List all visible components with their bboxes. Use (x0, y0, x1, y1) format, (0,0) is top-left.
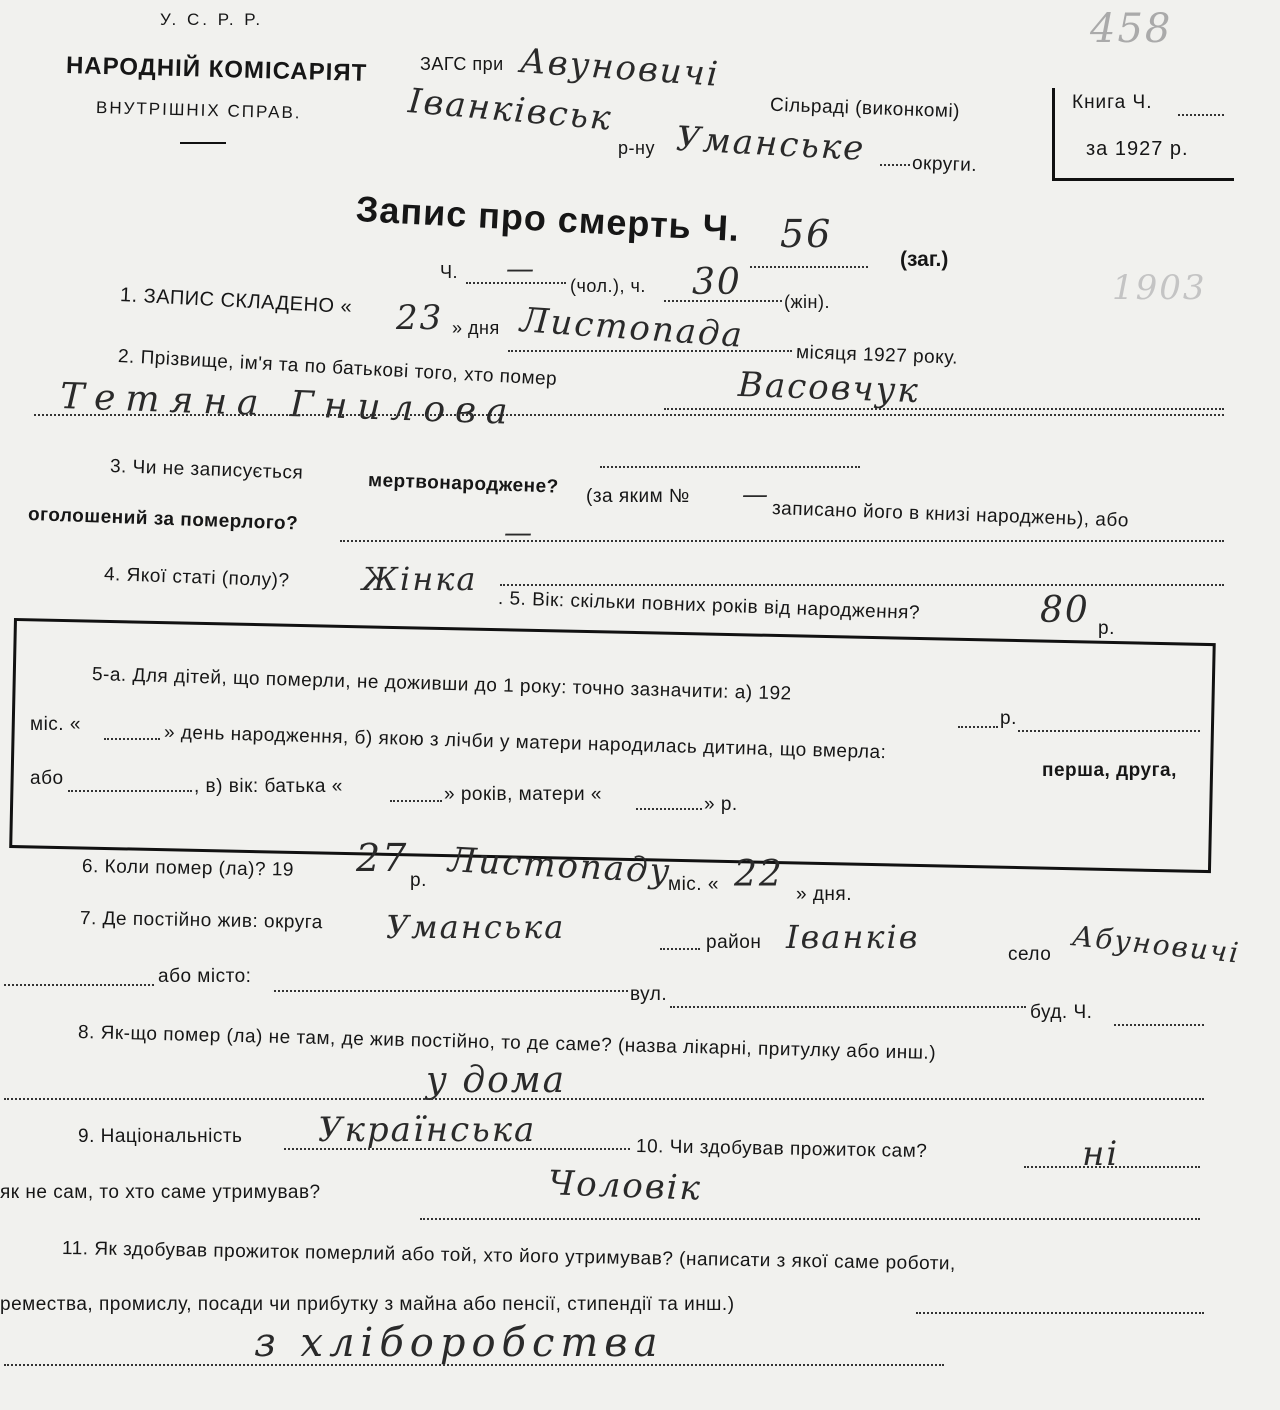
item11-label: 11. Як здобував прожиток померлий або той, хто його утримував? (написати з якої саме роботи, (61, 1238, 956, 1275)
record-number: 56 (780, 212, 833, 256)
header-republic: У. С. Р. Р. (160, 10, 264, 29)
item8-dots (4, 1098, 1204, 1100)
item1-month: Листопада (518, 300, 746, 356)
item2-dots-b (34, 414, 1224, 416)
item5a-line2-bold: перша, друга, (1042, 760, 1177, 781)
item7-misto-label: або місто: (158, 966, 252, 987)
okruha-dots (880, 164, 910, 166)
record-title-suffix: (заг.) (900, 248, 949, 271)
header-commissariat: НАРОДНІЙ КОМІСАРІЯТ (65, 52, 368, 87)
item10-label: 10. Чи здобував прожиток сам? (635, 1136, 928, 1163)
item10-b-dots (420, 1218, 1200, 1220)
item6-mis: міс. « (668, 874, 719, 895)
item11-occupation: з хліборобства (254, 1320, 664, 1366)
item2-surname: Васовчук (737, 364, 921, 412)
zags-okruha-name: Уманське (675, 119, 867, 169)
item9-nationality: Українська (318, 1110, 537, 1150)
item11-dots-a (916, 1312, 1204, 1314)
book-box-bottom (1052, 178, 1234, 181)
item7-okruha: Уманська (386, 908, 566, 946)
item5a-line2b: » день народження, б) якою з лічби у матери народилась дитина, що вмерла: (163, 722, 887, 764)
sub-ch-label: Ч. (440, 262, 458, 282)
item7-selo: Абуновичі (1070, 919, 1242, 970)
item3-rest2: записано його в книзі народжень), або (771, 498, 1130, 532)
item7-label: 7. Де постійно жив: округа (79, 908, 324, 934)
item5a-line1-dots (1018, 730, 1200, 732)
item3-bold: мертвонароджене? (367, 470, 560, 498)
item5-label: . 5. Вік: скільки повних років від народження? (497, 588, 921, 624)
item7-vul-dots (670, 1006, 1026, 1008)
item5-suffix: р. (1098, 618, 1115, 639)
female-count: 30 (692, 262, 742, 303)
item7-rayon: Іванків (786, 918, 920, 956)
zags-village: Авуновичі (518, 41, 721, 95)
item2-dots-a (664, 408, 1224, 410)
item6-month: Листопаду (447, 840, 673, 892)
item7-okruha-dots (660, 948, 700, 950)
item7-rayon-label: район (706, 932, 762, 953)
item5a-month-dots (104, 738, 160, 740)
item8-label: 8. Як-що помер (ла) не там, де жив постійно, то де саме? (назва лікарні, притулку або инш.) (77, 1022, 937, 1064)
item7-selo-label: село (1008, 944, 1052, 965)
item1-month-label: місяця 1927 року. (795, 342, 959, 369)
item7-bud-dots (1114, 1024, 1204, 1026)
item7-bud-label: буд. Ч. (1030, 1002, 1093, 1023)
item6-day-label: » дня. (796, 884, 852, 905)
zags-prefix: ЗАГС при (420, 54, 504, 74)
item2-given-names: Тетяна Гнилова (59, 376, 519, 433)
item6-r: р. (410, 870, 427, 891)
item11-b-label: ремества, промислу, посади чи прибутку з майна або пенсії, стипендії та инш.) (0, 1294, 735, 1315)
sub-female-label: (жін). (784, 292, 830, 312)
item5a-line1-end: р. (1000, 708, 1017, 729)
item9-label: 9. Національність (78, 1126, 243, 1147)
item4-label: 4. Якої статі (полу)? (103, 564, 290, 592)
margin-note: 1903 (1112, 268, 1207, 308)
item5a-year-dots (958, 726, 998, 728)
item5a-mother-dots (636, 808, 702, 810)
item5a-line3a: або (30, 768, 64, 789)
record-number-dots (750, 266, 868, 268)
item3-label: 3. Чи не записується (109, 456, 304, 484)
item1-day: 23 (396, 298, 444, 338)
sub-male-label: (чол.), ч. (570, 276, 646, 296)
zags-district-name: Іванківськ (406, 81, 615, 139)
zags-okruha-label: округи. (911, 152, 978, 177)
item3-number-dash: — (742, 480, 770, 510)
item7-vul-label: вул. (630, 984, 668, 1005)
item5a-line1: 5-а. Для дітей, що померли, не доживши до 1 року: точно зазначити: а) 192 (91, 664, 792, 705)
zags-council-label: Сільраді (виконкомі) (769, 94, 961, 123)
item10-answer: ні (1082, 1134, 1120, 1174)
item10-supporter: Чоловік (547, 1163, 703, 1209)
item11-dots-b (4, 1364, 944, 1366)
zags-district-label: р-ну (618, 138, 655, 158)
item2-dots-c (600, 466, 860, 468)
male-dash: — (506, 252, 536, 285)
item6-year: 27 (356, 836, 409, 880)
item3-rest: (за яким № (586, 486, 690, 507)
corner-number: 458 (1090, 6, 1173, 52)
header-department: ВНУТРІШНІХ СПРАВ. (95, 98, 302, 123)
item6-day: 22 (734, 854, 784, 895)
item1-day-label: » дня (452, 318, 500, 338)
item3-dash2: — (504, 516, 534, 549)
book-year: за 1927 р. (1086, 138, 1189, 160)
item3-dots (340, 540, 1224, 542)
item2-label: 2. Прізвище, ім'я та по батькові того, хто помер (117, 346, 558, 391)
item5a-other-dots (68, 790, 192, 792)
item5a-line3b: , в) вік: батька « (194, 776, 343, 797)
item10-dots (1024, 1166, 1200, 1168)
item4-dots (500, 584, 1224, 586)
header-divider (180, 142, 226, 144)
item5-age: 80 (1040, 590, 1090, 631)
item6-label: 6. Коли помер (ла)? 19 (81, 856, 295, 881)
book-box-left (1052, 88, 1055, 180)
item5a-line3d: » р. (704, 794, 738, 815)
book-dots (1178, 114, 1224, 116)
item7-selo-dots-start (4, 984, 154, 986)
item10-b-label: як не сам, то хто саме утримував? (0, 1182, 321, 1203)
item9-dots (284, 1148, 630, 1150)
item4-sex: Жінка (362, 560, 478, 598)
item7-misto-dots (274, 990, 628, 992)
item5a-line3c: » років, матери « (444, 784, 602, 805)
record-title: Запис про смерть Ч. (354, 188, 742, 250)
item1-month-dots (508, 350, 792, 352)
item1-label: 1. ЗАПИС СКЛАДЕНО « (119, 284, 353, 319)
book-label: Книга Ч. (1072, 92, 1153, 113)
item5a-father-dots (390, 800, 442, 802)
item8-place: у дома (426, 1060, 567, 1101)
item5a-line2a: міс. « (30, 714, 81, 735)
item3-bold2: оголошений за померлого? (27, 504, 299, 535)
